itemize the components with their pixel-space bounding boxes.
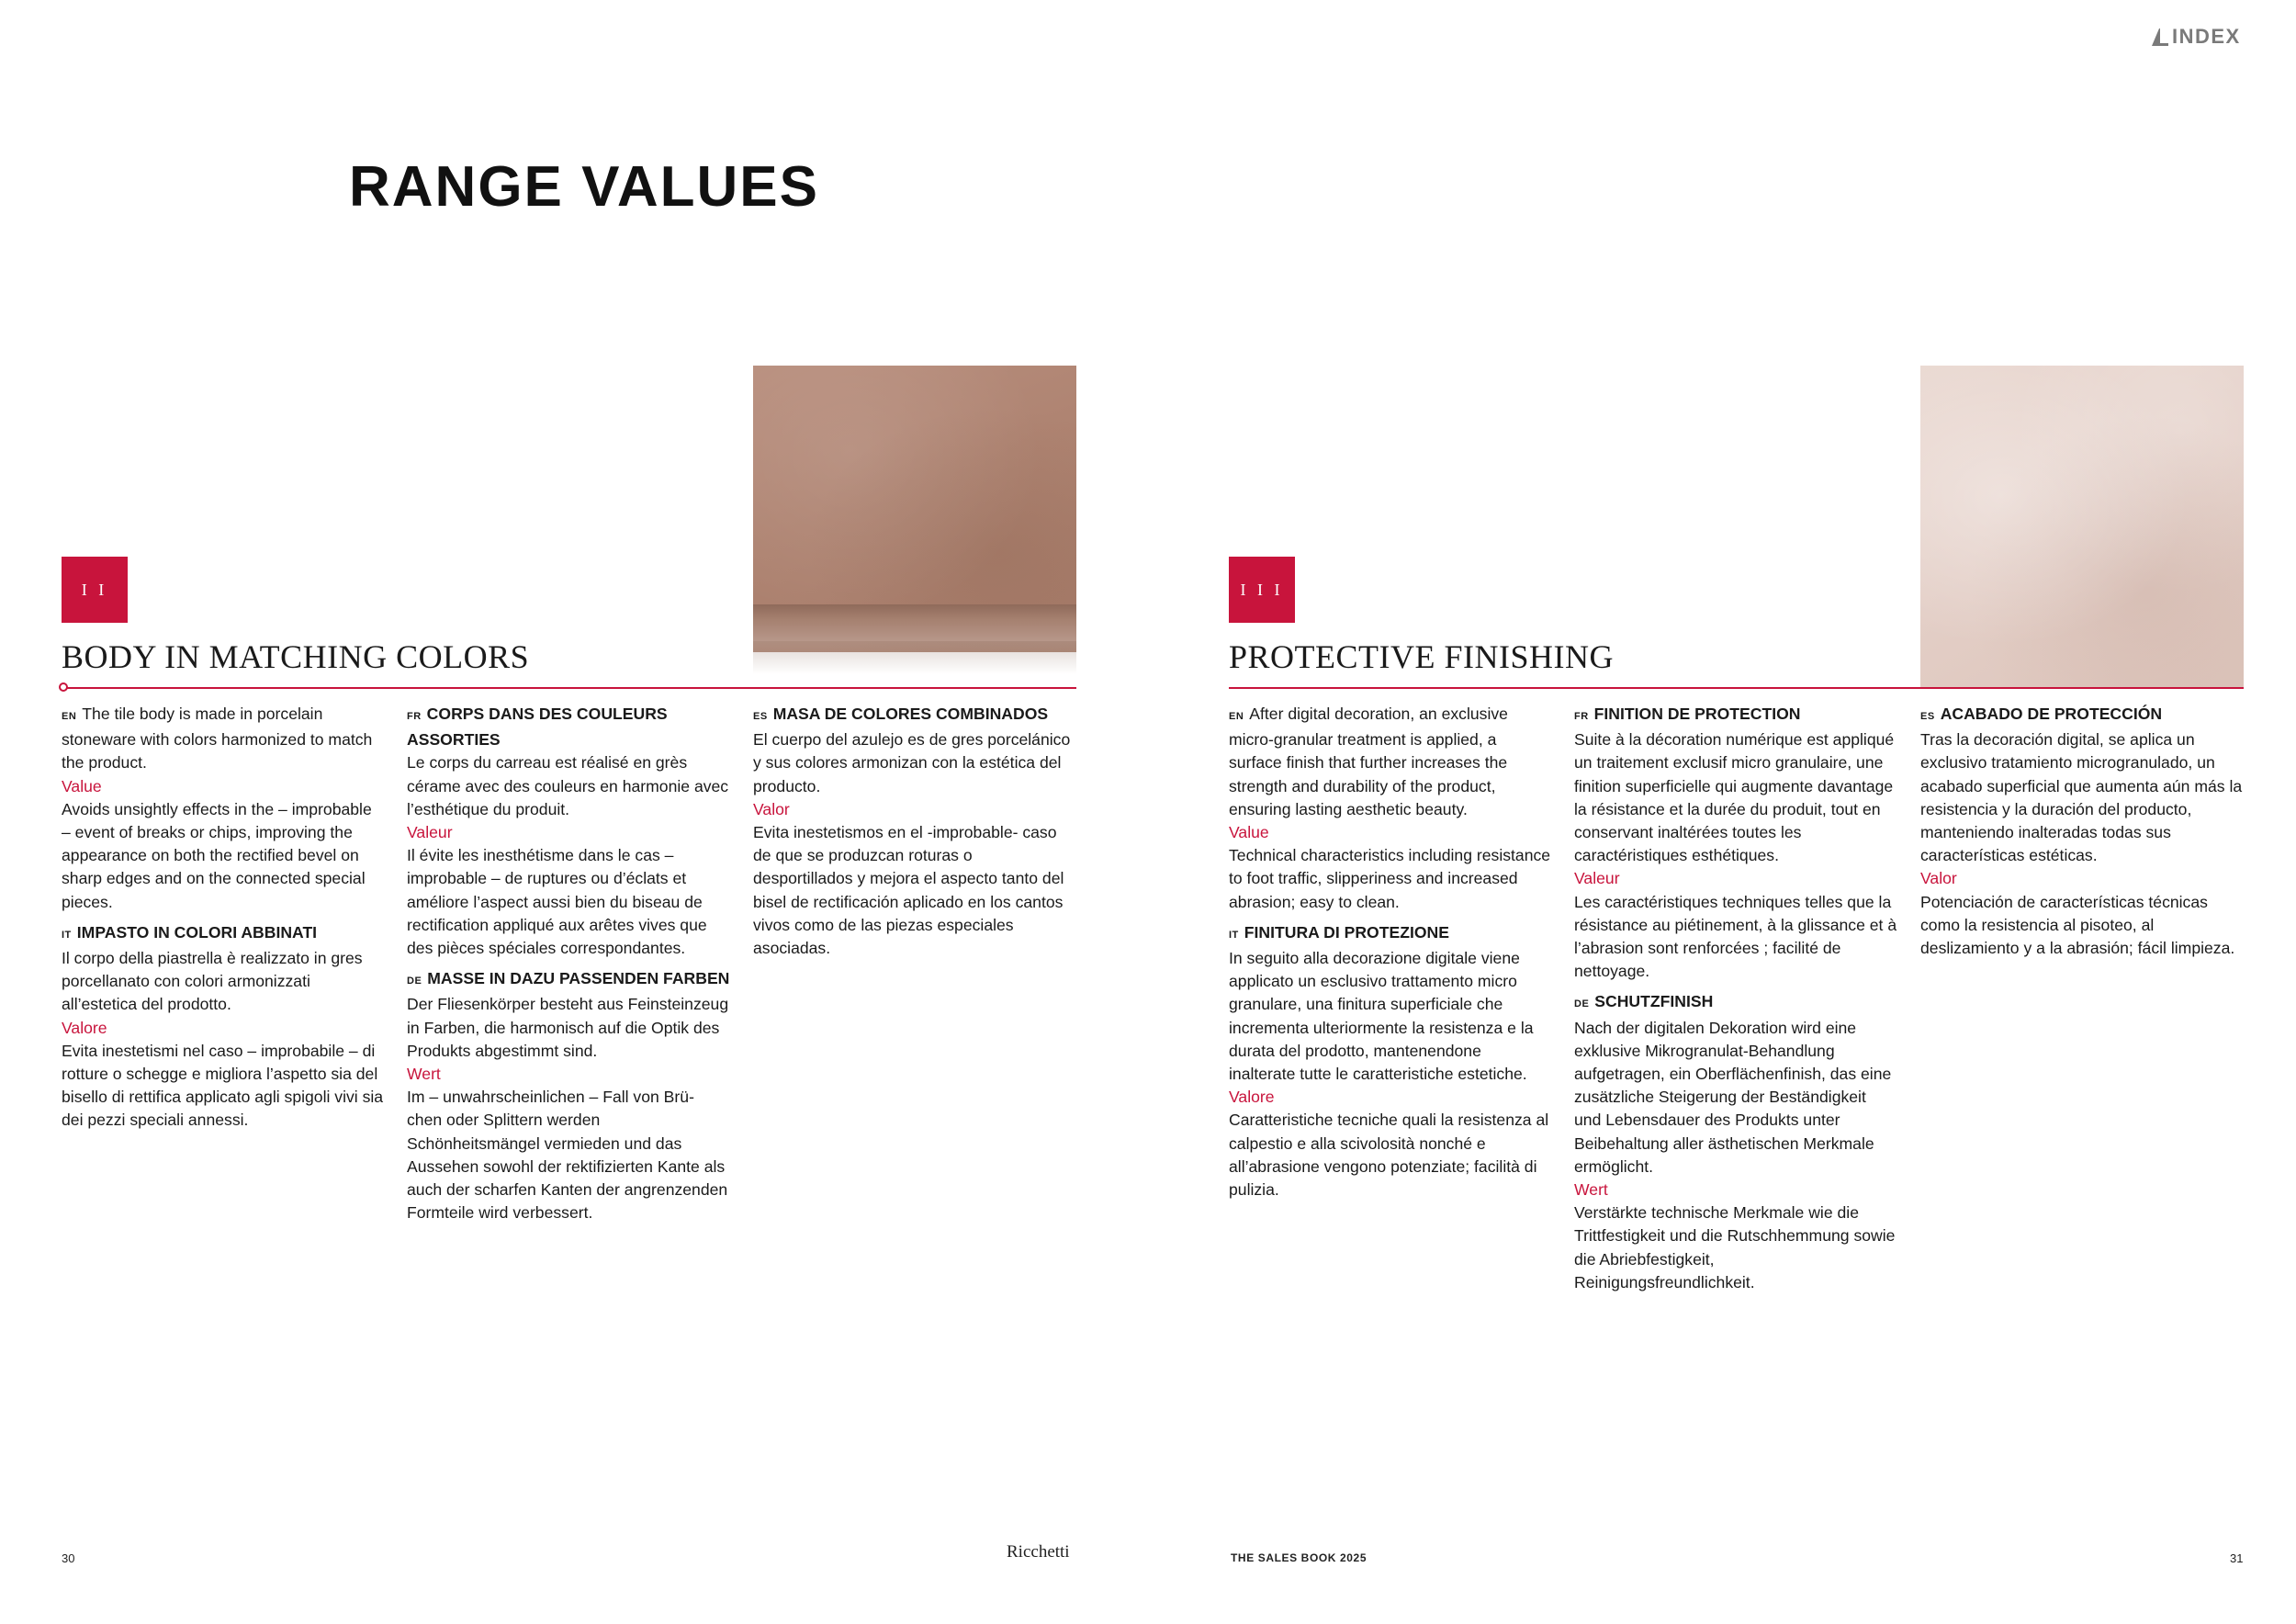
value-text: Potenciación de características técnicas como la resistencia al pisoteo, al deslizamiento y a la abrasión; fácil limpieza.: [1920, 892, 2235, 958]
publication-title: THE SALES BOOK 2025: [1231, 1551, 1367, 1564]
lang-code: ES: [753, 711, 768, 722]
tile-shadow: [753, 641, 1076, 674]
value-label: Wert: [407, 1065, 441, 1084]
paragraph: [1574, 703, 1897, 728]
lang-code: DE: [407, 976, 422, 987]
value-text: Les caractéristiques techniques telles que la résistance au piétinement, à la glissance et à l’abrasion sont renforcées ; facilité de nettoyage.: [1574, 892, 1897, 981]
value-text: Im – unwahrscheinlichen – Fall von Brü- chen oder Splittern werden Schönheitsmängel vermieden und das Aussehen sowohl der rektifizierten Kante als auch der scharfen Kanten der angrenzenden Formteile wird verbessert.: [407, 1088, 728, 1223]
lang-block-de: [1574, 990, 1897, 1294]
paragraph: [62, 703, 385, 775]
value-text: Avoids unsightly effects in the – improbable – event of breaks or chips, improving the appearance on both the rectified bevel on sharp edges and on the connected special pieces.: [62, 799, 372, 911]
section-number-badge: I I: [62, 557, 128, 623]
subtitle: MASSE IN DAZU PASSENDEN FARBEN: [427, 969, 730, 988]
lang-block-fr: [407, 703, 730, 960]
lang-code: DE: [1574, 998, 1590, 1010]
value-text: Evita inestetismos en el -improbable- caso de que se produzcan roturas o desportillados y mejora el aspecto tanto del bisel de rectificación aplicado en los cantos vivos como de las piezas especiales asociadas.: [753, 823, 1064, 958]
lang-block-es: [1920, 703, 2244, 960]
lang-code: IT: [1229, 929, 1239, 941]
text-column: [1574, 703, 1897, 1294]
value-text: Evita inestetismi nel caso – improbabile – di rotture o schegge e migliora l’aspetto sia del bisello di rettifica applicato agli spigoli vivi sia dei pezzi speciali annessi.: [62, 1041, 384, 1130]
page-number-left: 30: [62, 1551, 75, 1565]
intro-text: Nach der digitalen Dekoration wird eine exklusive Mikrogranulat-Behandlung aufgetragen, ein Oberflächenfinish, das eine zusätzliche Steigerung der Beständigkeit und Lebensdauer des Produkts unter Beibehaltung aller ästhetischen Merkmale ermöglicht.: [1574, 1018, 1892, 1176]
section-heading: PROTECTIVE FINISHING: [1229, 638, 1614, 675]
divider-rule: [1229, 687, 2244, 689]
text-column: [1920, 703, 2244, 960]
index-label: INDEX: [2172, 25, 2241, 48]
intro-text: El cuerpo del azulejo es de gres porcelánico y sus colores armonizan con la estética del producto.: [753, 730, 1071, 795]
subtitle: IMPASTO IN COLORI ABBINATI: [76, 922, 318, 942]
page-number-right: 31: [2230, 1551, 2244, 1565]
lang-code: EN: [1229, 711, 1244, 722]
intro-text: Tras la decoración digital, se aplica un exclusivo tratamiento microgranulado, un acabado superficial que aumenta aún más la resistencia y la duración del producto, manteniendo inalteradas todas sus características estéticas.: [1920, 730, 2243, 865]
index-logo-icon: [2149, 26, 2169, 48]
value-label: Value: [62, 776, 102, 795]
lang-block-en: [1229, 703, 1552, 914]
value-label: Wert: [1574, 1180, 1608, 1200]
index-link[interactable]: [2149, 20, 2241, 53]
subtitle: FINITURA DI PROTEZIONE: [1244, 922, 1449, 942]
lang-code: EN: [62, 711, 77, 722]
lang-block-it: [62, 921, 385, 1133]
intro-text: Suite à la décoration numérique est appliqué un traitement exclusif micro granulaire, une finition superficielle qui augmente davantage la résistance et la durée du produit, tout en conservant inaltérées toutes les caractéristiques esthétiques.: [1574, 730, 1895, 865]
text-column: [753, 703, 1076, 960]
value-label: Valeur: [1574, 869, 1620, 888]
lang-block-en: [62, 703, 385, 914]
value-label: Valore: [1229, 1088, 1275, 1107]
lang-code: ES: [1920, 711, 1935, 722]
subtitle: FINITION DE PROTECTION: [1593, 705, 1801, 723]
subtitle: SCHUTZFINISH: [1594, 992, 1714, 1011]
lang-code: FR: [1574, 711, 1589, 722]
subtitle: MASA DE COLORES COMBINADOS: [772, 705, 1049, 723]
lang-code: IT: [62, 929, 72, 941]
subtitle: ACABADO DE PROTECCIÓN: [1940, 705, 2163, 723]
intro-text: After digital decoration, an exclusive micro-granular treatment is applied, a surface finish that further increases the strength and durability of the product, ensuring lasting aesthetic beauty.: [1229, 705, 1508, 818]
value-label: Value: [1229, 823, 1269, 842]
lang-block-es: [753, 703, 1076, 960]
text-column: [1229, 703, 1552, 1201]
value-label: Valore: [62, 1018, 107, 1037]
tile-protective-finish-image: [1920, 366, 2244, 689]
page-title: RANGE VALUES: [349, 155, 820, 219]
lang-block-fr: [1574, 703, 1897, 983]
lang-code: FR: [407, 711, 422, 722]
paragraph: [1574, 990, 1897, 1016]
value-label: Valor: [1920, 869, 1957, 888]
subtitle: CORPS DANS DES COULEURS ASSORTIES: [407, 705, 668, 750]
section-number-badge: I I I: [1229, 557, 1295, 623]
value-text: Il évite les inesthétisme dans le cas – improbable – de ruptures ou d’éclats et améliore l’aspect aussi bien du biseau de rectification appliqué aux arêtes vives que des pièces spéciales correspondantes.: [407, 846, 707, 958]
text-column: [62, 703, 385, 1133]
intro-text: Le corps du carreau est réalisé en grès cérame avec des couleurs en harmonie avec l’esthétique du produit.: [407, 753, 729, 818]
value-text: Verstärkte technische Merkmale wie die Trittfestigkeit und die Rutschhemmung sowie die Abriebfestigkeit, Reinigungsfreundlichkeit.: [1574, 1203, 1896, 1291]
paragraph: [753, 703, 1076, 728]
intro-text: Il corpo della piastrella è realizzato in gres porcellanato con colori armonizzati all’estetica del prodotto.: [62, 949, 363, 1014]
text-column: [407, 703, 730, 1224]
value-text: Caratteristiche tecniche quali la resistenza al calpestio e alla scivolosità nonché e all’abrasione vengono potenziate; facilità di pulizia.: [1229, 1111, 1549, 1200]
paragraph: [407, 703, 730, 751]
intro-text: The tile body is made in porcelain stoneware with colors harmonized to match the product.: [62, 705, 373, 773]
section-heading: BODY IN MATCHING COLORS: [62, 638, 530, 675]
value-text: Technical characteristics including resistance to foot traffic, slipperiness and increased abrasion; easy to clean.: [1229, 846, 1551, 911]
paragraph: [62, 921, 385, 947]
paragraph: [1229, 921, 1552, 947]
value-label: Valor: [753, 799, 790, 818]
paragraph: [407, 967, 730, 993]
intro-text: Der Fliesenkörper besteht aus Feinsteinzeug in Farben, die harmonisch auf die Optik des Produkts abgestimmt sind.: [407, 995, 729, 1060]
intro-text: In seguito alla decorazione digitale viene applicato un esclusivo trattamento micro granulare, una finitura superficiale che incrementa ulteriormente la resistenza e la durata del prodotto, mantenendone inalterate tutte le caratteristiche estetiche.: [1229, 949, 1534, 1084]
divider-rule: [66, 687, 1076, 689]
tile-edge-image: [753, 604, 1076, 641]
value-label: Valeur: [407, 823, 453, 842]
brand-logo: Ricchetti: [1007, 1542, 1070, 1562]
lang-block-de: [407, 967, 730, 1224]
paragraph: [1229, 703, 1552, 821]
lang-block-it: [1229, 921, 1552, 1201]
paragraph: [1920, 703, 2244, 728]
